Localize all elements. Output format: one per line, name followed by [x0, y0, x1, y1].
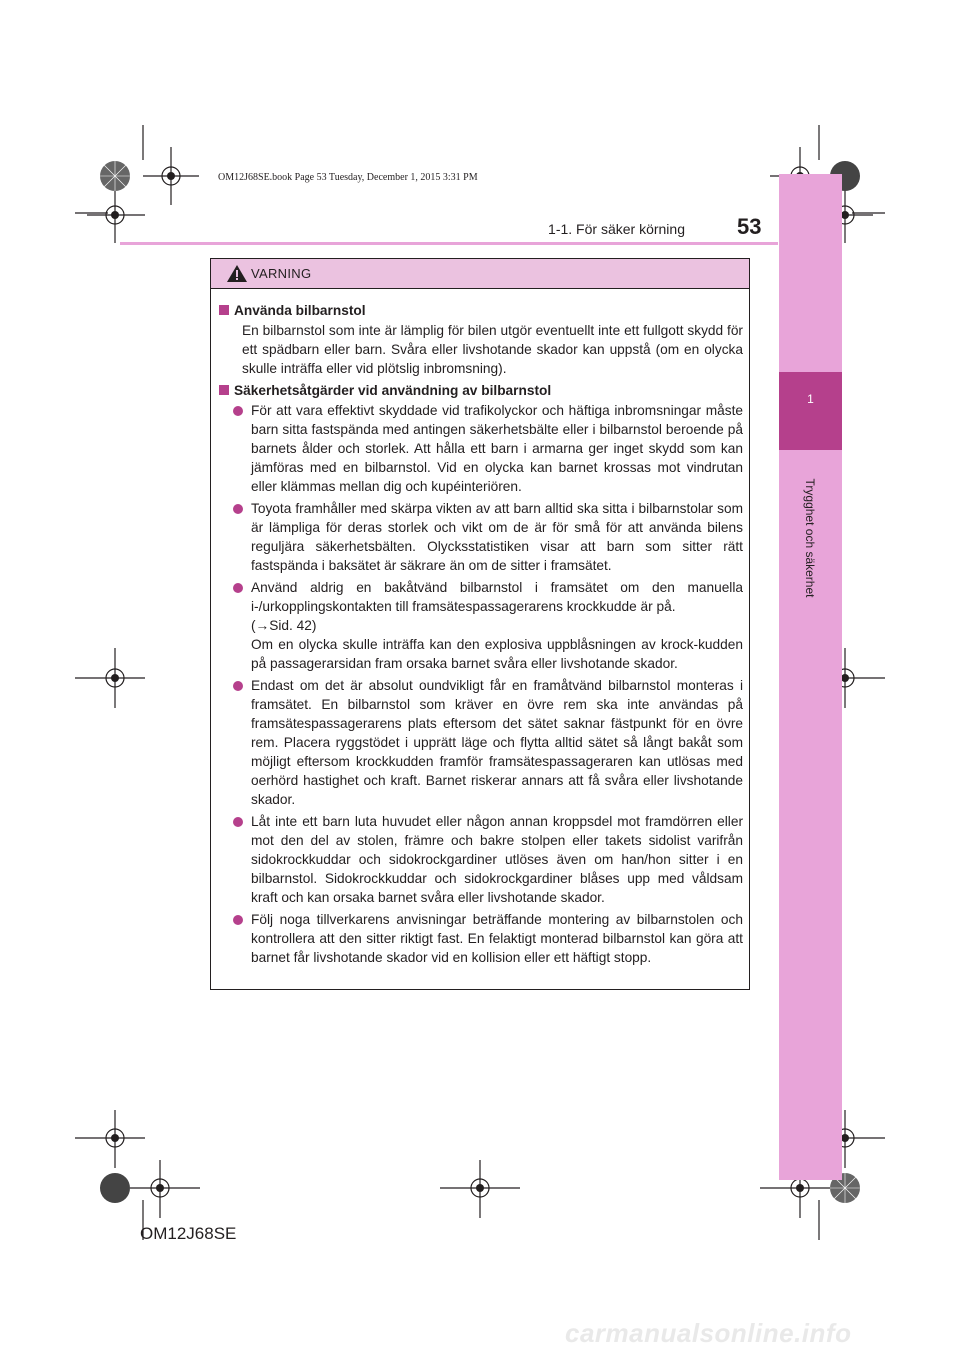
website-watermark[interactable]: carmanualsonline.info	[565, 1318, 852, 1348]
model-code: OM12J68SE	[140, 1224, 237, 1243]
print-stamp: OM12J68SE.book Page 53 Tuesday, December 1, 2015 3:31 PM	[212, 170, 484, 185]
round-bullet-icon	[233, 583, 243, 593]
section-heading: Säkerhetsåtgärder vid användning av bilbarnstol	[219, 381, 743, 400]
chapter-title: Trygghet och säkerhet	[803, 478, 817, 598]
page-number: 53	[737, 214, 762, 239]
round-bullet-icon	[233, 504, 243, 514]
warning-content	[219, 299, 743, 970]
list-item: För att vara effektivt skyddade vid trafikolyckor och häftiga inbromsningar måste barn sitta fastspända med antingen säkerhetsbälte eller i bilbarnstol beroende på barnets ålder och storlek. Att hålla ett barn i armarna ger inget skydd som kan jämföras med en bilbarnstol. Vid en olycka kan barnet krossas mot vindrutan eller klämmas mellan dig och kupéinteriören.	[219, 401, 743, 496]
list-item: Toyota framhåller med skärpa vikten av att barn alltid ska sitta i bilbarnstolar som är lämpliga för deras storlek och vikt om de är för små för att använda bilens reguljära säkerhetsbälten. Olycksstatistiken visar att barn som sitter rätt fastspända i baksätet är säkrare än om de sitter i framsätet.	[219, 499, 743, 575]
warning-box	[210, 258, 750, 990]
round-bullet-icon	[233, 915, 243, 925]
list-item: Endast om det är absolut oundvikligt får en framåtvänd bilbarnstol monteras i framsätet. En bilbarnstol som kräver en övre rem ska inte användas på framsätespassagerarens plats eftersom det sätet saknar fästpunkt för en övre rem. Placera ryggstödet i upprätt läge och flytta alltid sätet så långt bakåt som möjligt eftersom krockkudden framför framsätespassageraren kan utlösas med oerhörd hastighet och kraft. Barnet riskerar annars att få svåra eller livshotande skador.	[219, 676, 743, 809]
warning-triangle-icon	[226, 264, 248, 283]
round-bullet-icon	[233, 681, 243, 691]
section-heading: Använda bilbarnstol	[219, 301, 743, 320]
section-paragraph: En bilbarnstol som inte är lämplig för bilen utgör eventuellt inte ett fullgott skydd för ett spädbarn eller barn. Svåra eller livshotande skador kan uppstå (om en olycka skulle inträffa eller vid plötslig inbromsning).	[242, 323, 743, 376]
chapter-number: 1	[779, 372, 842, 450]
header-rule	[120, 242, 778, 245]
page-reference-link[interactable]: (→Sid. 42)	[251, 618, 317, 633]
square-bullet-icon	[219, 305, 229, 315]
list-item: Följ noga tillverkarens anvisningar beträffande montering av bilbarnstolen och kontrollera att den sitter riktigt fast. En felaktigt monterad bilbarnstol kan göra att barnet får livshotande skador vid en kollision eller ett häftigt stopp.	[219, 910, 743, 967]
list-item: Använd aldrig en bakåtvänd bilbarnstol i framsätet om den manuella i-/urkopplingskontakten till framsätespassagerarens krockkudde är på. (→Sid. 42) Om en olycka skulle inträffa kan den explosiva uppblåsningen av krock-kudden på passagerarsidan fram orsaka barnet svåra eller livshotande skador.	[219, 578, 743, 673]
section-title: 1-1. För säker körning	[548, 221, 685, 237]
warning-header	[211, 259, 749, 289]
round-bullet-icon	[233, 817, 243, 827]
round-bullet-icon	[233, 406, 243, 416]
side-tab	[779, 174, 842, 1180]
square-bullet-icon	[219, 385, 229, 395]
warning-title: VARNING	[251, 266, 312, 281]
list-item: Låt inte ett barn luta huvudet eller någon annan kroppsdel mot framdörren eller mot den del av stolen, främre och bakre stolpen eller takets sidolist varifrån sidokrockkuddar och sidokrockgardiner utlöses även om han/hon sitter i en bilbarnstol. Sidokrockkuddar och sidokrockgardiner blåses upp med våldsam kraft och kan orsaka barnet svåra eller livshotande skador.	[219, 812, 743, 907]
